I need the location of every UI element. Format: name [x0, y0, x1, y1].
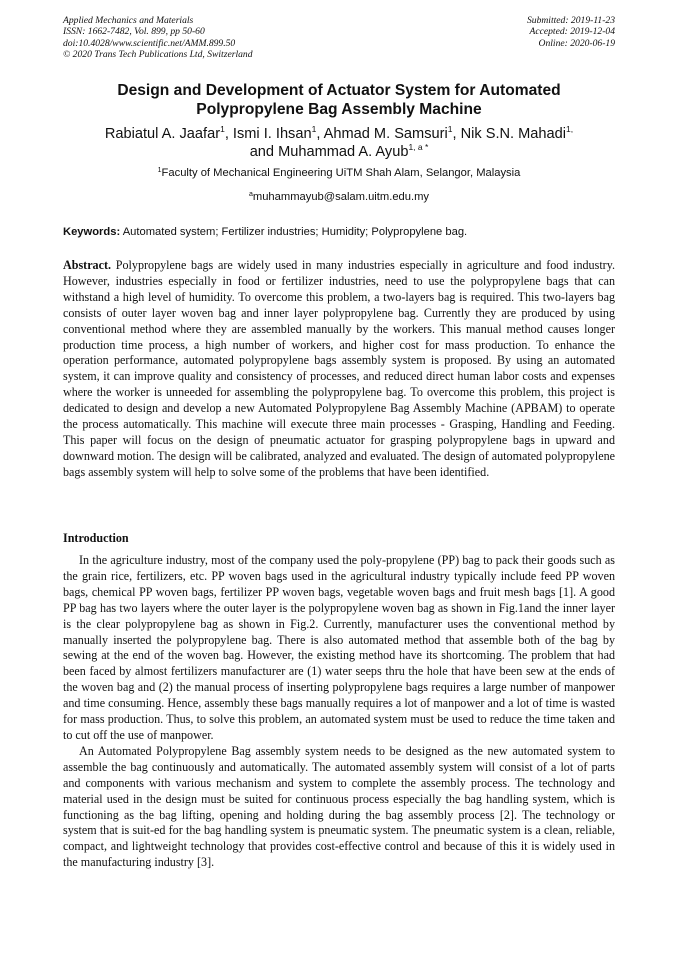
abstract-label: Abstract. — [63, 258, 112, 272]
author-name: Nik S.N. Mahadi — [460, 126, 567, 142]
affiliation-text: Faculty of Mechanical Engineering UiTM Shah Alam, Selangor, Malaysia — [161, 167, 521, 179]
affiliation-sup: 1 — [157, 167, 162, 174]
author-sup: 1 — [447, 124, 453, 134]
keywords — [63, 226, 615, 239]
online-date: Online: 2020-06-19 — [538, 37, 615, 49]
author-sup: 1, — [566, 124, 574, 134]
journal-doi[interactable]: doi:10.4028/www.scientific.net/AMM.899.50 — [63, 37, 236, 49]
keywords-label: Keywords: — [63, 226, 121, 238]
author-sup: 1 — [220, 124, 225, 134]
email — [40, 191, 638, 204]
author-name: Ahmad M. Samsuri — [323, 126, 448, 142]
journal-copyright: © 2020 Trans Tech Publications Ltd, Switzerland — [63, 49, 253, 61]
author-name: Ismi I. Ihsan — [232, 126, 312, 142]
email-sup: a — [248, 191, 253, 198]
affiliation — [40, 167, 638, 180]
author-list — [40, 125, 638, 161]
author-sep: , — [316, 126, 324, 142]
abstract-text: Polypropylene bags are widely used in many industries especially in agriculture and food industry. However, industries especially in food or fertilizer industries, need to use the polypropylene bags that can withstand a high level of humidity. To overcome this problem, a two-layers bag is required. This two-layers bag consists of outer layer woven bag and inner layer polypropylene bag. Currently they are produced by using conventional method where they are assembled manually by the workers. This manual method causes longer production time process, a high number of workers, and higher cost for mass production. To enhance the operation performance, automated polypropylene bags assembly system is proposed. By using an automated system, it can improve quality and consistency of processes, and reduced direct human labor costs and expenses where the worker is unneeded for assembling the polypropylene bag. To overcome this problem, this project is dedicated to design and develop a new Automated Polypropylene Bag Assembly Machine (APBAM) to operate the process automatically. This machine will execute three main processes - Grasping, Handling and Feeding. This paper will focus on the design of pneumatic actuator for grasping polypropylene bags in upward and downward motion. The design will be calibrated, analyzed and evaluated. The design of automated polypropylene bags assembly system will help to solve some of the problems that have been identified. — [63, 258, 616, 479]
author-line-1 — [40, 125, 638, 143]
journal-issn: ISSN: 1662-7482, Vol. 899, pp 50-60 — [63, 26, 205, 38]
author-sep: , — [224, 126, 233, 142]
email-address[interactable]: muhammayub@salam.uitm.edu.my — [252, 191, 430, 203]
title-line-2: Polypropylene Bag Assembly Machine — [196, 100, 482, 118]
intro-paragraph-2: An Automated Polypropylene Bag assembly system needs to be designed as the new automated system to assemble the bag continuously and automatically. The automated assembly system will consist of a lot of parts and components with various mechanism and system to complete the assembly process. The technology and material used in the design must be suited for continuous process especially the bag handling system, which is functioning as the bag lifting, opening and holding during the bag assembly process [2]. The technology or system that is suit-ed for the bag handling system is pneumatic system. The pneumatic system is a clean, reliable, compact, and lightweight technology that provides cost-effective control and because of this it is widely used in the manufacturing industry [3]. — [63, 743, 615, 870]
title-line-1: Design and Development of Actuator System for Automated — [117, 82, 561, 99]
author-sep: , — [452, 126, 461, 142]
introduction-body — [63, 553, 615, 871]
accepted-date: Accepted: 2019-12-04 — [529, 26, 615, 38]
introduction-heading: Introduction — [63, 531, 129, 545]
paper-title — [40, 82, 638, 119]
submission-dates — [527, 15, 615, 49]
journal-info — [63, 15, 253, 61]
author-name: Rabiatul A. Jaafar — [104, 126, 221, 142]
submitted-date: Submitted: 2019-11-23 — [526, 15, 615, 26]
intro-paragraph-1: In the agriculture industry, most of the company used the poly-propylene (PP) bag to pack their goods such as the grain rice, fertilizers, etc. PP woven bags used in the agricultural industry typically include feed PP woven bags, chemical PP woven bags, fertilizer PP woven bags, vegetable woven bags and fruit mesh bags [1]. A good PP bag has two layers where the outer layer is the polypropylene woven bag as shown in Fig.1and the inner layer is the clear polypropylene bag as shown in Fig.2. Currently, manufacturer uses the conventional method by manually inserted the polypropylene bag. There is also automated method that assemble both of the bag by sewing at the end of the woven bag. However, the existing method have its shortcoming. The problem that had been faced by almost fertilizers manufacturer are (1) water seeps thru the hole that have been sew at the ends of the woven bag and (2) the manual process of inserting polypropylene bags requires a large number of manpower and time consuming. Hence, assembly these bags manually requires a lot of manpower and a lot of time is wasted for mass production. Thus, to solve this problem, an automated system must be used to reduce the time taken and to cut off the use of manpower. — [63, 553, 615, 742]
keywords-text: Automated system; Fertilizer industries; Humidity; Polypropylene bag. — [120, 226, 468, 238]
journal-name: Applied Mechanics and Materials — [63, 15, 194, 26]
author-line-2 — [40, 143, 638, 161]
author-sup: 1 — [311, 124, 317, 134]
abstract — [63, 258, 615, 481]
author-sup: 1, a * — [408, 142, 429, 152]
author-name: and Muhammad A. Ayub — [249, 144, 409, 160]
